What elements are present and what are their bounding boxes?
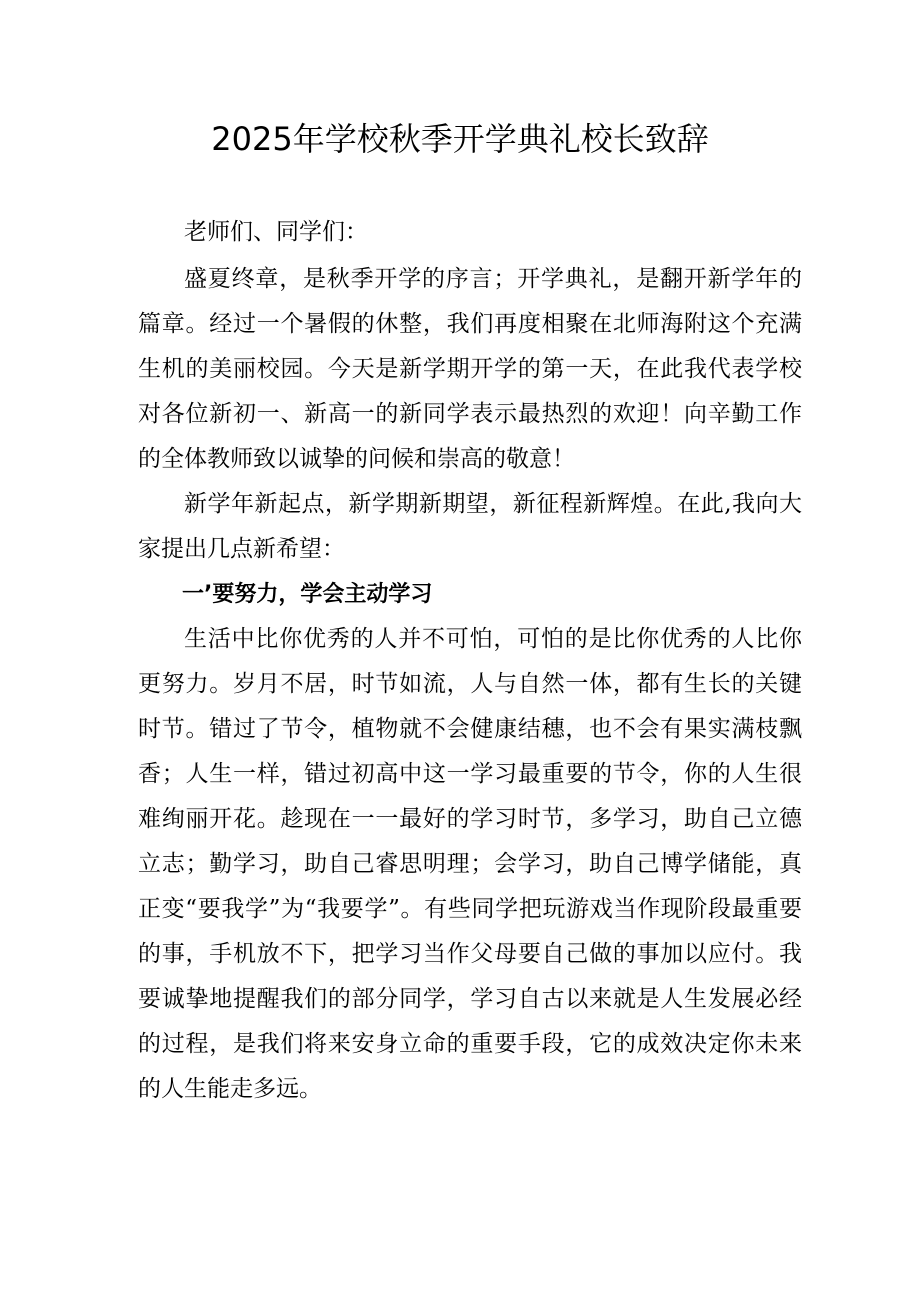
section-heading-1: 一’要努力，学会主动学习 [182, 582, 433, 607]
paragraph-study: 生活中比你优秀的人并不可怕，可怕的是比你优秀的人比你更努力。岁月不居，时节如流，人与自然一体，都有生长的关键时节。错过了节令，植物就不会健康结穗，也不会有果实满枝飘香；人生一样，错过初高中这一学习最重要的节令，你的人生很难绚丽开花。趁现在一一最好的学习时节，多学习，助自己立德立志；勤学习，助自己睿思明理；会学习，助自己博学储能，真正变“要我学”为“我要学”。有些同学把玩游戏当作现阶段最重要的事，手机放不下，把学习当作父母要自己做的事加以应付。我要诚挚地提醒我们的部分同学，学习自古以来就是人生发展必经的过程，是我们将来安身立命的重要手段，它的成效决定你未来的人生能走多远。 [138, 626, 802, 1102]
document-title: 2025年学校秋季开学典礼校长致辞 [211, 120, 709, 158]
paragraph-hopes-intro: 新学年新起点，新学期新期望，新征程新辉煌。在此,我向大家提出几点新希望： [138, 491, 802, 562]
salutation: 老师们、同学们： [184, 219, 368, 245]
paragraph-welcome: 盛夏终章，是秋季开学的序言；开学典礼，是翻开新学年的篇章。经过一个暑假的休整，我们再度相聚在北师海附这个充满生机的美丽校园。今天是新学期开学的第一天，在此我代表学校对各位新初一、新高一的新同学表示最热烈的欢迎！向辛勤工作的全体教师致以诚挚的问候和崇高的敬意！ [138, 266, 802, 472]
document-body [138, 210, 802, 1112]
